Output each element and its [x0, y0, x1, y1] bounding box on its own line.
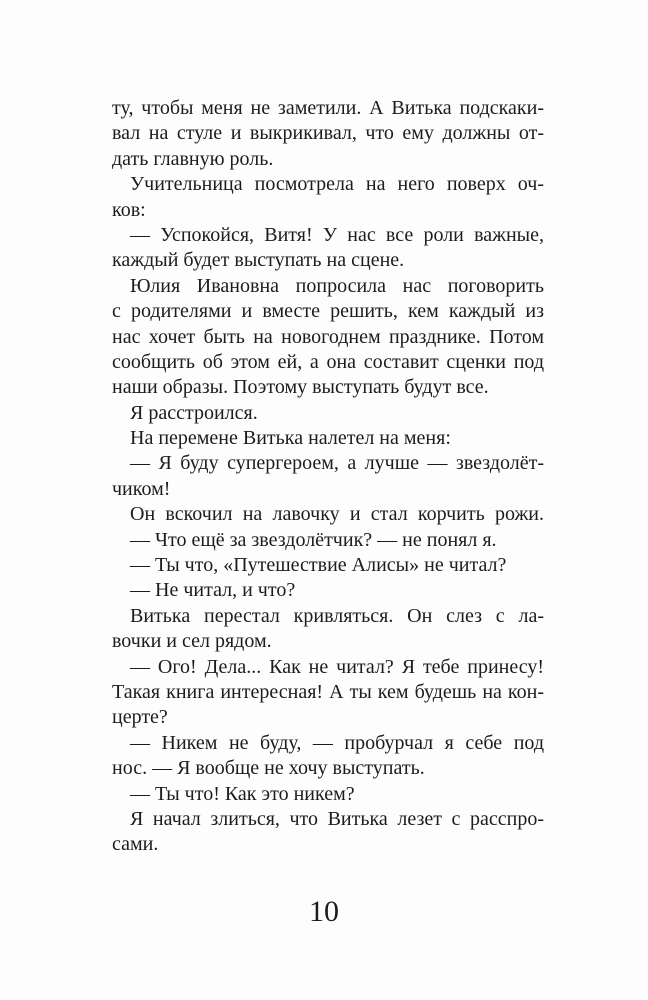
text-line: чиком! — [112, 477, 171, 500]
text-line: наши образы. Поэтому выступать будут все. — [112, 376, 489, 399]
text-line: — Не читал, и что? — [130, 579, 296, 602]
text-line: — Ты что! Как это никем? — [130, 782, 355, 805]
text-line: нас хочет быть на новогоднем празднике. Потом — [112, 325, 544, 348]
text-line: Я расстроился. — [130, 401, 258, 424]
text-line: вал на стуле и выкрикивал, что ему должны от- — [112, 122, 544, 145]
text-line: — Успокойся, Витя! У нас все роли важные, — [130, 223, 544, 246]
body-text — [112, 96, 544, 858]
text-line: каждый будет выступать на сцене. — [112, 249, 405, 272]
text-line: нос. — Я вообще не хочу выступать. — [112, 757, 425, 780]
text-line: сообщить об этом ей, а она составит сценки под — [112, 350, 544, 373]
text-line: Такая книга интересная! А ты кем будешь на кон- — [112, 680, 544, 703]
text-line: Учительница посмотрела на него поверх оч- — [130, 173, 544, 196]
text-line: На перемене Витька налетел на меня: — [130, 427, 451, 450]
text-line: — Никем не буду, — пробурчал я себе под — [130, 731, 544, 754]
text-line: ту, чтобы меня не заметили. А Витька подскаки- — [112, 97, 544, 119]
text-line: Юлия Ивановна попросила нас поговорить — [130, 274, 544, 297]
text-line: церте? — [112, 706, 168, 729]
text-line: Я начал злиться, что Витька лезет с расспро- — [130, 807, 544, 830]
text-line: ков: — [112, 198, 146, 221]
text-line: дать главную роль. — [112, 147, 274, 170]
text-line: вочки и сел рядом. — [112, 630, 272, 653]
page-number: 10 — [309, 895, 339, 928]
text-line: Витька перестал кривляться. Он слез с ла- — [130, 604, 544, 627]
text-line: — Ого! Дела... Как не читал? Я тебе принесу! — [130, 655, 544, 678]
text-line: Он вскочил на лавочку и стал корчить рожи. — [130, 503, 544, 526]
text-line: сами. — [112, 833, 159, 856]
text-line: — Ты что, «Путешествие Алисы» не читал? — [130, 554, 507, 577]
text-line: — Что ещё за звездолётчик? — не понял я. — [130, 528, 497, 551]
text-line: — Я буду супергероем, а лучше — звездолёт- — [130, 452, 544, 475]
text-line: с родителями и вместе решить, кем каждый из — [112, 300, 544, 323]
